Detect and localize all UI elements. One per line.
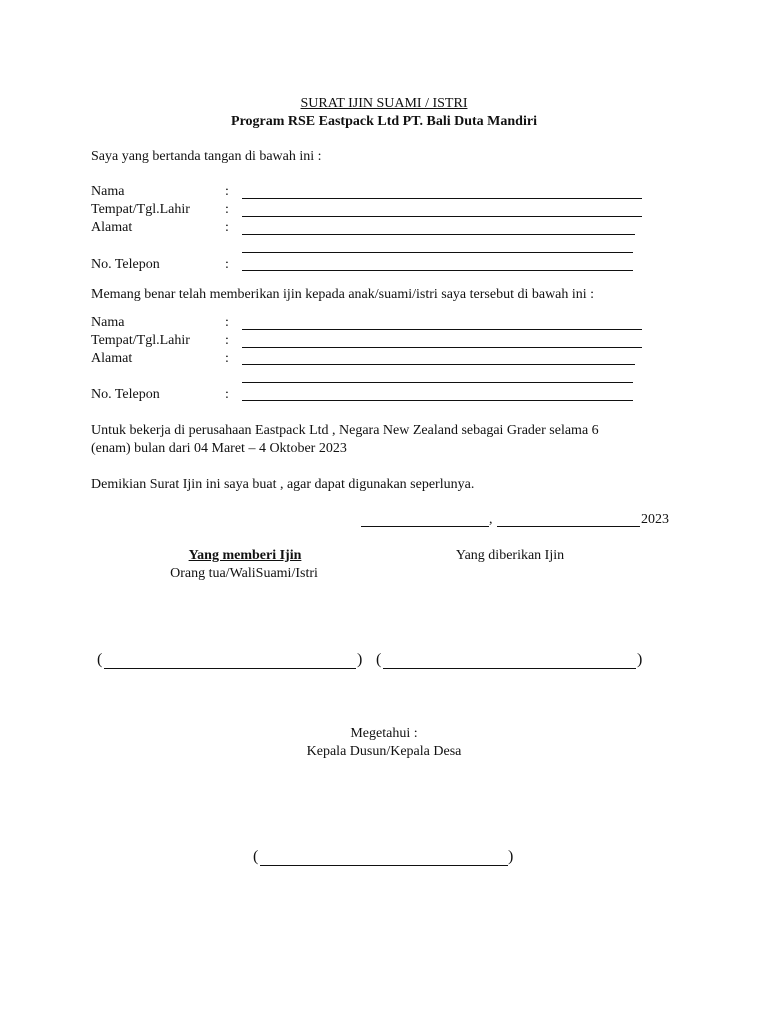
label-ttl-1: Tempat/Tgl.Lahir [91, 202, 190, 217]
open-paren: ( [97, 651, 103, 668]
field-line-alamat-2a[interactable] [242, 364, 635, 365]
acknowledgement-role: Kepala Dusun/Kepala Desa [306, 744, 462, 759]
field-line-nama-2[interactable] [242, 329, 642, 330]
date-day-month-line[interactable] [497, 526, 640, 527]
document-subtitle: Program RSE Eastpack Ltd PT. Bali Duta Mandiri [231, 114, 537, 129]
colon: : [225, 351, 229, 366]
open-paren: ( [253, 848, 259, 865]
intro-text: Saya yang bertanda tangan di bawah ini : [91, 149, 322, 164]
label-telepon-2: No. Telepon [91, 387, 160, 402]
date-comma: , [489, 512, 493, 527]
label-alamat-2: Alamat [91, 351, 133, 366]
purpose-line-1: Untuk bekerja di perusahaan Eastpack Ltd , Negara New Zealand sebagai Grader selama 6 [91, 423, 599, 438]
document-title: SURAT IJIN SUAMI / ISTRI [300, 96, 468, 111]
close-paren: ) [508, 848, 514, 865]
field-line-ttl-2[interactable] [242, 347, 642, 348]
purpose-line-2: (enam) bulan dari 04 Maret – 4 Oktober 2023 [91, 441, 347, 456]
colon: : [225, 333, 229, 348]
label-telepon-1: No. Telepon [91, 257, 160, 272]
date-place-line[interactable] [361, 526, 489, 527]
close-paren: ) [357, 651, 363, 668]
label-nama-1: Nama [91, 184, 125, 199]
giver-title: Yang memberi Ijin [188, 548, 302, 563]
giver-subtitle: Orang tua/WaliSuami/Istri [170, 566, 318, 581]
permission-statement: Memang benar telah memberikan ijin kepada anak/suami/istri saya tersebut di bawah ini : [91, 287, 595, 302]
giver-signature-line [104, 668, 356, 669]
date-year: 2023 [641, 512, 669, 527]
open-paren: ( [376, 651, 382, 668]
field-line-telepon-2[interactable] [242, 400, 633, 401]
colon: : [225, 184, 229, 199]
field-line-alamat-1a[interactable] [242, 234, 635, 235]
colon: : [225, 202, 229, 217]
label-ttl-2: Tempat/Tgl.Lahir [91, 333, 190, 348]
village-head-signature-line [260, 865, 508, 866]
field-line-nama-1[interactable] [242, 198, 642, 199]
receiver-title: Yang diberikan Ijin [455, 548, 565, 563]
label-nama-2: Nama [91, 315, 125, 330]
colon: : [225, 387, 229, 402]
field-line-ttl-1[interactable] [242, 216, 642, 217]
close-paren: ) [637, 651, 643, 668]
colon: : [225, 220, 229, 235]
colon: : [225, 315, 229, 330]
field-line-alamat-2b[interactable] [242, 382, 633, 383]
colon: : [225, 257, 229, 272]
receiver-signature-line [383, 668, 636, 669]
closing-text: Demikian Surat Ijin ini saya buat , agar dapat digunakan seperlunya. [91, 477, 475, 492]
acknowledgement-label: Megetahui : [350, 726, 418, 741]
label-alamat-1: Alamat [91, 220, 133, 235]
field-line-telepon-1[interactable] [242, 270, 633, 271]
field-line-alamat-1b[interactable] [242, 252, 633, 253]
